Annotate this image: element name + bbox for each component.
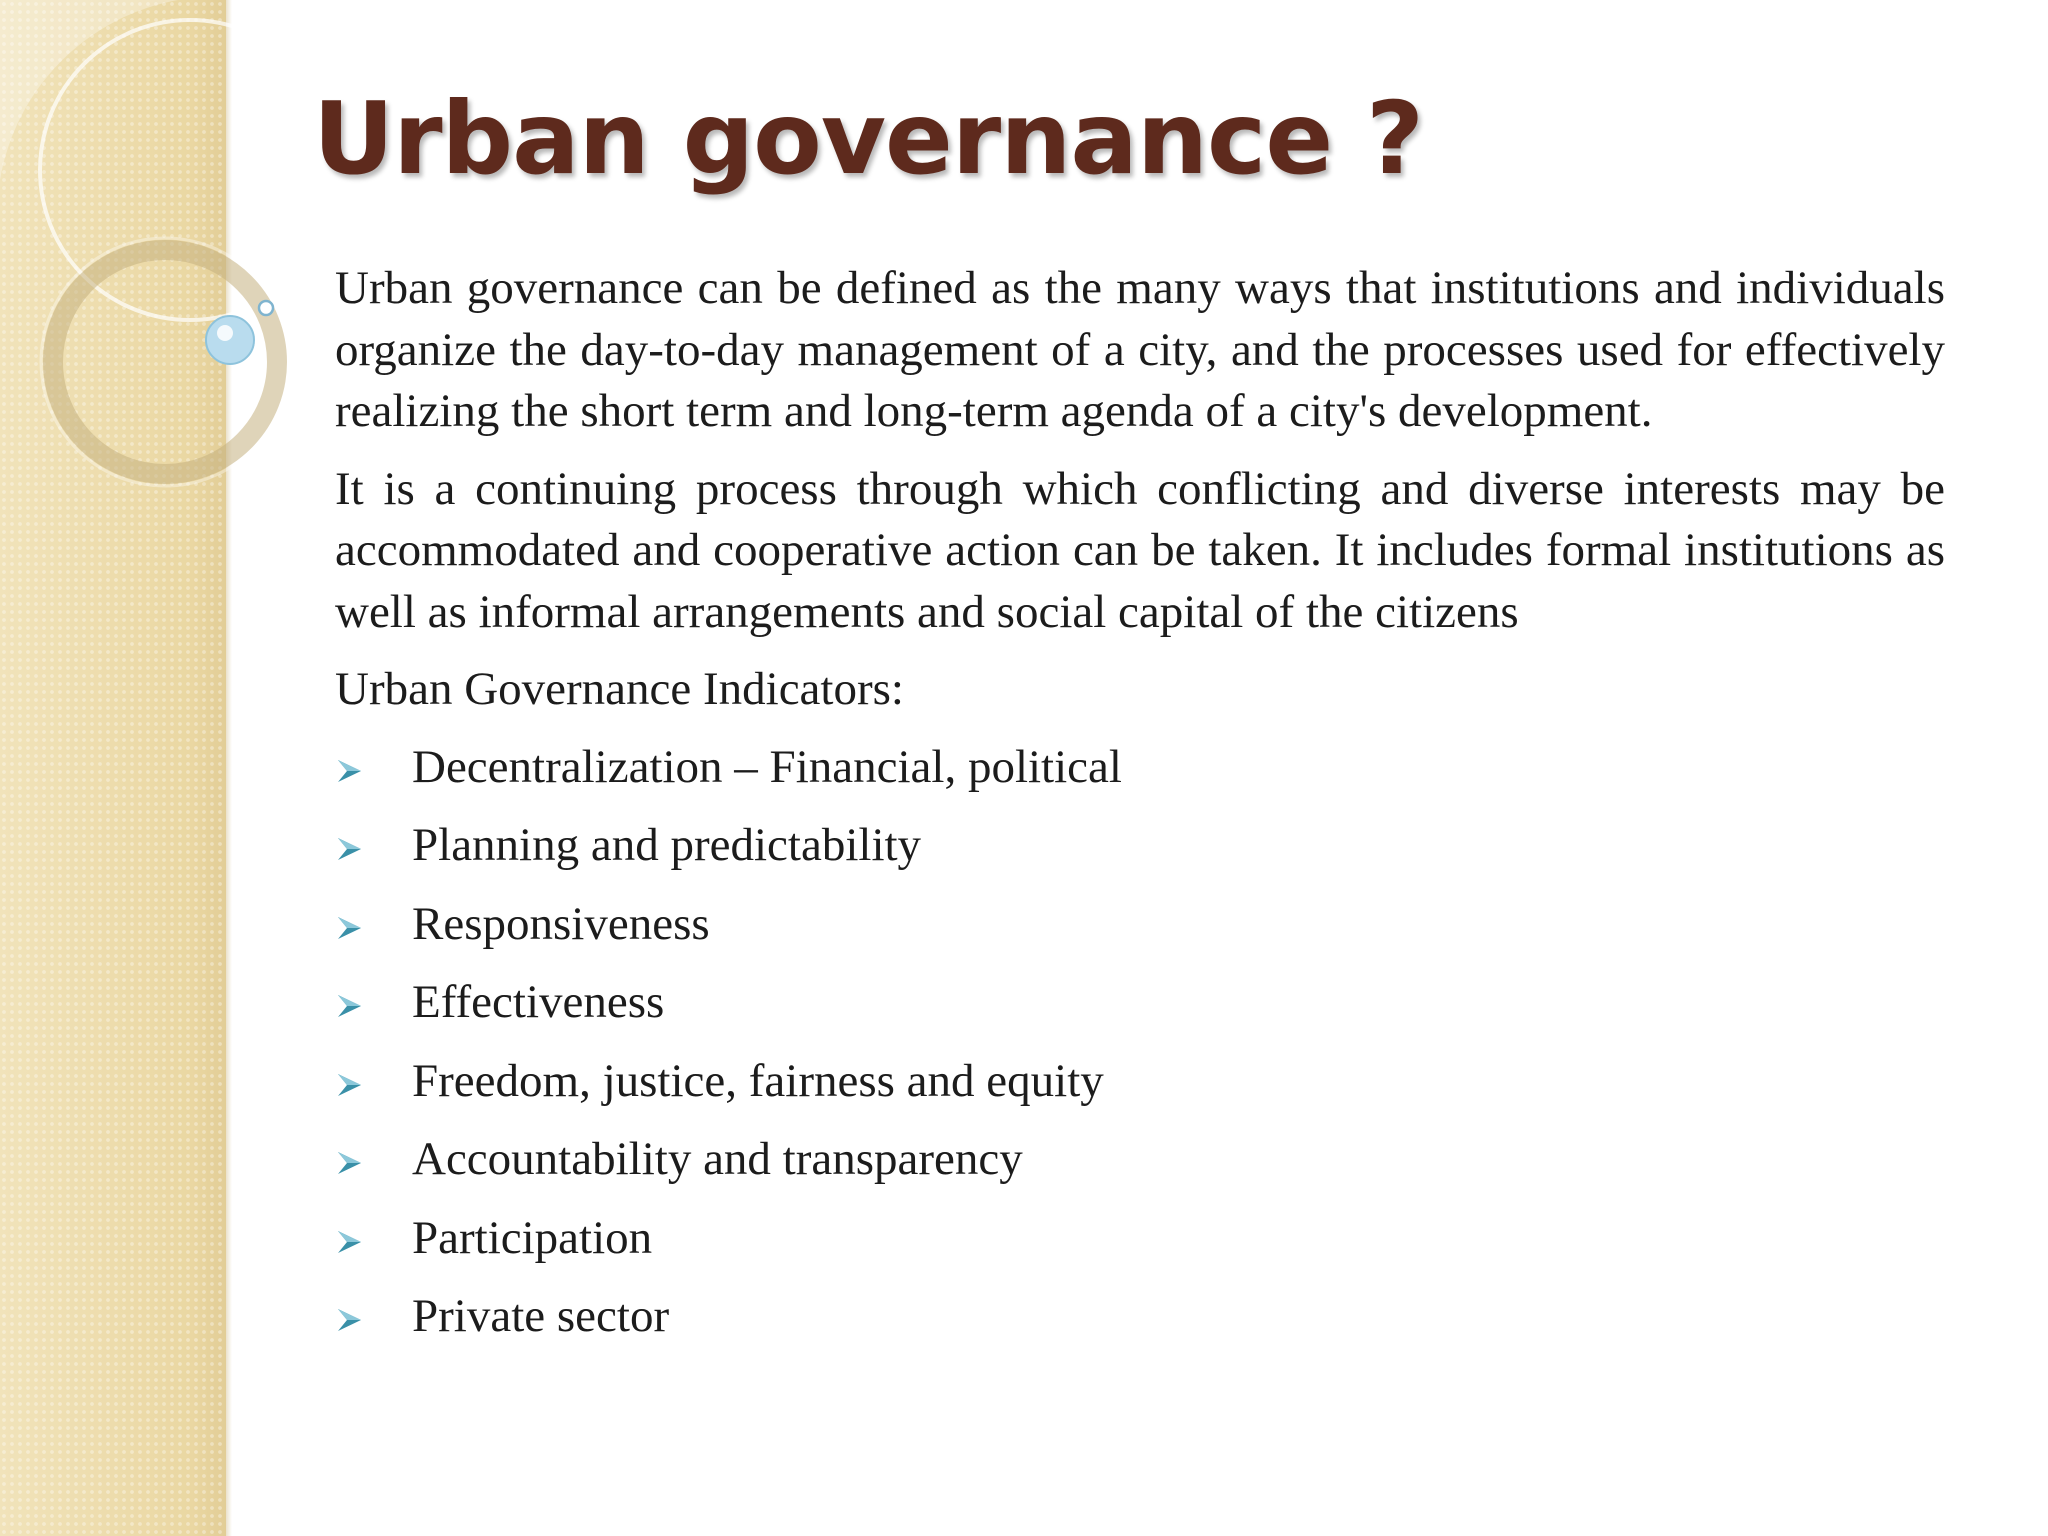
arrowhead-icon [335,1051,412,1099]
arrowhead-icon [335,1129,412,1177]
indicator-label: Participation [412,1211,653,1264]
arrowhead-icon [335,894,412,942]
indicator-label: Freedom, justice, fairness and equity [412,1054,1104,1107]
arrowhead-icon [335,1286,412,1334]
slide-title: Urban governance ? [313,80,1423,197]
list-item [335,1286,1945,1365]
list-item [335,972,1945,1051]
indicator-label: Accountability and transparency [412,1133,1023,1185]
indicator-label: Planning and predictability [412,819,922,871]
arrowhead-icon [335,815,412,863]
indicators-list [335,737,1945,1365]
arrowhead-icon [335,737,412,785]
list-item [335,1129,1945,1208]
indicator-label: Decentralization – Financial, political [412,740,1122,793]
arrowhead-icon [335,972,412,1020]
list-item [335,894,1945,973]
list-item [335,1208,1945,1287]
decorative-circles [0,0,320,520]
arrowhead-icon [335,1208,412,1256]
slide-body [335,258,1945,1365]
list-item [335,737,1945,816]
indicator-label: Effectiveness [412,976,665,1028]
indicator-label: Private sector [412,1290,670,1342]
list-item [335,1051,1945,1130]
indicators-heading: Urban Governance Indicators: [335,663,904,715]
process-paragraph: It is a continuing process through which conflicting and diverse interests may be accommodated and cooperative action can be taken. It includes formal institutions as well as informal arrangements and social capital of the citizens [335,462,1945,638]
definition-paragraph: Urban governance can be defined as the many ways that institutions and individuals organize the day-to-day management of a city, and the processes used for effectively realizing the short term and long-term agenda of a city's development. [335,262,1945,437]
list-item [335,815,1945,894]
indicator-label: Responsiveness [412,897,710,950]
